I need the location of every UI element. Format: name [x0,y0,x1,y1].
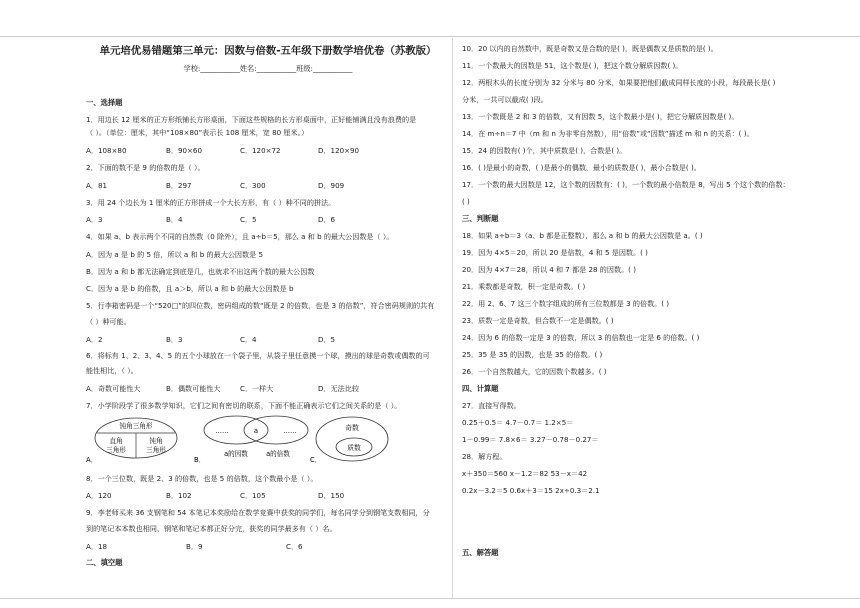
q4-option-a[interactable]: A．因为 a 是 b 的 5 倍，所以 a 和 b 的最大公因数是 5 [86,250,263,259]
question-12-line2: 分米，一共可以截成( )段。 [462,95,548,104]
q2-option-b[interactable]: B．297 [166,181,192,190]
question-21: 21．乘数都是奇数，积一定是奇数。( ) [462,282,586,291]
q2-option-c[interactable]: C．300 [240,181,266,190]
q7-diagram-a[interactable] [95,418,177,458]
question-16: 16．( )是最小的奇数，( )是最小的偶数，最小的质数是( )，最小合数是( )。 [462,163,701,172]
column-divider [452,38,453,598]
diagram-a-left-label-2: 三角形 [106,446,126,454]
q6-option-d[interactable]: D．无法比较 [318,384,359,393]
diagram-a-right-label-1: 钝角 [149,437,163,445]
q7-diagram-b[interactable] [204,416,308,458]
question-6-line1: 6．将标有 1、2、3、4、5 的五个小球放在一个袋子里，从袋子里任意摸一个球，摸出的球是奇数或偶数的可 [86,351,430,360]
section-word-problems: 五、解答题 [462,548,499,557]
question-14: 14．在 m÷n＝7 中（m 和 n 为非零自然数），用“倍数”或“因数”描述 m 和 n 的关系：( )。 [462,129,754,138]
q9-option-b[interactable]: B．9 [186,542,203,551]
question-11: 11．一个数最大的因数是 51，这个数是( )，把这个数分解质因数( )。 [462,61,683,70]
question-24: 24．因为 6 的倍数一定是 3 的倍数，所以 3 的倍数也一定是 6 的倍数。( ) [462,333,700,342]
question-13: 13．一个数既是 2 和 3 的倍数，又有因数 5，这个数最小是( )，把它分解质因数是( )。 [462,112,739,121]
question-28-row1: x＋350＝560 x－1.2＝82 53－x＝42 [462,469,588,478]
q4-option-b[interactable]: B．因为 a 和 b 都无法确定到底是几，也就求不出这两个数的最大公因数 [86,267,315,276]
question-15: 15．24 的因数有( )个，其中质数是( )，合数是( )。 [462,146,627,155]
q1-option-b[interactable]: B．90×60 [166,146,202,155]
q7-option-a-letter: A． [86,456,98,464]
question-1-line2: （ ）。（单位：厘米，其中“108×80”表示长 108 厘米，宽 80 厘米。） [86,128,309,137]
q7-diagrams [86,414,450,468]
q3-option-b[interactable]: B．4 [166,215,183,224]
q3-option-d[interactable]: D．6 [318,215,336,224]
bottom-rule [0,598,860,599]
question-17-line1: 17．一个数的最大因数是 12，这个数的因数有：( )，一个数的最小倍数是 8，写出 5 个这个数的倍数： [462,180,790,189]
q8-option-d[interactable]: D．150 [318,491,345,500]
q7-diagram-c[interactable] [316,417,388,461]
q2-option-a[interactable]: A．81 [86,181,107,190]
top-rule [0,36,860,37]
question-8: 8．一个三位数，既是 2、3 的倍数，也是 5 的倍数，这个数最小是（ ）。 [86,474,318,483]
question-25: 25．35 是 35 的因数，也是 35 的倍数。( ) [462,350,603,359]
q9-option-c[interactable]: C．6 [286,542,303,551]
q5-option-b[interactable]: B．3 [166,335,183,344]
q6-option-a[interactable]: A．奇数可能性大 [86,384,141,393]
question-3: 3．用 24 个边长为 1 厘米的正方形拼成一个大长方形，有（ ）种不同的拼法。 [86,198,336,207]
diagram-b-center: a [253,427,259,435]
q7-option-b-letter: B． [194,456,206,464]
question-9-line1: 9．李老师买来 36 支钢笔和 54 本笔记本奖励给在数学竞赛中获奖的同学们，每名同学分到钢笔支数相同，分 [86,508,430,517]
question-4: 4．如果 a、b 表示两个不同的自然数（0 除外），且 a÷b＝5，那么 a 和 b 的最大公因数是（ ）。 [86,232,394,241]
question-28-row2: 0.2x－3.2＝5 0.6x＋3＝15 2x÷0.3＝2.1 [462,486,600,495]
section-choice: 一、选择题 [86,98,123,107]
diagram-b-label-multiples: a的倍数 [266,450,290,458]
question-26: 26．一个自然数越大，它的因数个数越多。( ) [462,367,607,376]
q6-option-c[interactable]: C．一样大 [240,384,274,393]
q4-option-c[interactable]: C．因为 a 是 b 的倍数，且 a＞b，所以 a 和 b 的最大公因数是 b [86,284,294,293]
question-27-row2: 1－0.99＝ 7.8×6＝ 3.27－0.78－0.27＝ [462,435,599,444]
diagram-a-right-label-2: 三角形 [146,446,166,454]
question-19: 19．因为 4×5＝20，所以 20 是倍数，4 和 5 是因数。( ) [462,248,648,257]
question-9-line2: 到的笔记本本数也相同，钢笔和笔记本都正好分完，获奖的同学最多有（ ）名。 [86,524,337,533]
question-22: 22．用 2、6、7 这三个数字组成的所有三位数都是 3 的倍数。( ) [462,299,670,308]
question-23: 23．质数一定是奇数，但合数不一定是偶数。( ) [462,316,614,325]
diagram-b-label-factors: a的因数 [224,450,248,458]
question-2: 2．下面的数不是 9 的倍数的是（ ）。 [86,163,205,172]
q7-option-c-letter: C． [310,456,322,464]
question-17-line2: ( ) [462,197,470,206]
page-title: 单元培优易错题第三单元：因数与倍数-五年级下册数学培优卷（苏教版） [99,45,437,57]
question-1-line1: 1．用边长 12 厘米的正方形纸铺长方形桌面，下面这些规格的长方形桌面中，正好能铺满且没有浪费的是 [86,115,417,124]
q2-option-d[interactable]: D．909 [318,181,345,190]
q6-option-b[interactable]: B．偶数可能性大 [166,384,221,393]
question-28: 28．解方程。 [462,452,507,461]
q9-option-a[interactable]: A．18 [86,542,107,551]
section-calculation: 四、计算题 [462,384,499,393]
q3-option-a[interactable]: A．3 [86,215,103,224]
q8-option-b[interactable]: B．102 [166,491,192,500]
question-27-row1: 0.25＋0.5＝ 4.7－0.7＝ 1.2×5＝ [462,418,574,427]
q8-option-a[interactable]: A．120 [86,491,112,500]
question-20: 20．因为 4×7＝28，所以 4 和 7 都是 28 的因数。( ) [462,265,636,274]
question-7: 7．小学阶段学了很多数学知识，它们之间有密切的联系，下面不能正确表示它们之间关系的是（ ）。 [86,401,402,410]
question-5-line1: 5．行李箱密码是一个“520□”的四位数，密码组成的数“既是 2 的倍数，也是 3 的倍数”，符合密码规则的共有 [86,301,435,310]
diagram-c-outer-label: 奇数 [345,424,359,432]
question-27: 27．直接写得数。 [462,401,521,410]
question-10: 10．20 以内的自然数中，既是奇数又是合数的是( )，既是偶数又是质数的是( )。 [462,44,718,53]
question-18: 18．如果 a÷b＝3（a、b 都是正整数），那么 a 和 b 的最大公因数是 a。( ) [462,231,703,240]
question-5-line2: （ ）种可能。 [86,317,131,326]
diagram-c-inner-label: 质数 [347,444,361,452]
q5-option-c[interactable]: C．4 [240,335,257,344]
diagram-b-left-dots: …… [215,427,229,435]
diagram-a-left-label-1: 直角 [109,437,123,445]
diagram-a-top-label: 钝角三角形 [119,422,153,430]
question-6-line2: 能性相比，（ ）。 [86,366,138,375]
q8-option-c[interactable]: C．105 [240,491,266,500]
q1-option-c[interactable]: C．120×72 [240,146,281,155]
diagram-b-right-dots: …… [283,427,297,435]
section-fill-blank: 二、填空题 [86,558,123,567]
q1-option-d[interactable]: D．120×90 [318,146,360,155]
q1-option-a[interactable]: A．108×80 [86,146,127,155]
question-12-line1: 12．两根木头的长度分别为 32 分米与 80 分米，如果要把他们截成同样长度的小段，每段最长是( ) [462,78,776,87]
section-true-false: 三、判断题 [462,214,499,223]
student-info-line: 学校:___________姓名:___________班级:___________ [183,64,353,73]
q5-option-d[interactable]: D．5 [318,335,336,344]
q3-option-c[interactable]: C．5 [240,215,257,224]
q5-option-a[interactable]: A．2 [86,335,103,344]
